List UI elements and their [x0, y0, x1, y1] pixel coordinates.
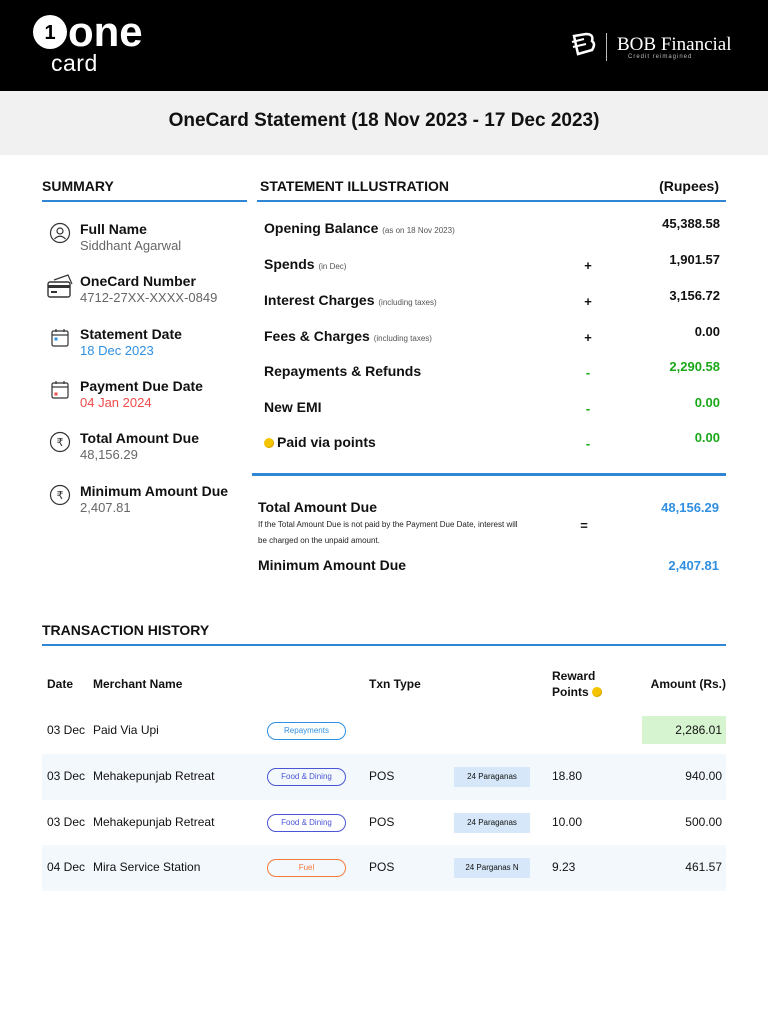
- payment-due-date-value: 04 Jan 2024: [80, 395, 152, 410]
- full-name-value: Siddhant Agarwal: [80, 238, 182, 253]
- illustration-divider: [257, 200, 726, 202]
- payment-due-date-label: Payment Due Date: [80, 378, 203, 394]
- table-row: [42, 845, 726, 891]
- minimum-amount-due-value: 2,407.81: [668, 558, 719, 573]
- onecard-logo: [32, 8, 143, 55]
- illustration-operator: -: [585, 365, 591, 380]
- illustration-value: 1,901.57: [669, 252, 720, 267]
- card-icon: [46, 273, 74, 301]
- illustration-value: 45,388.58: [662, 216, 720, 231]
- illustration-row-spends: [264, 252, 720, 276]
- full-name-label: Full Name: [80, 221, 147, 237]
- txn-type: POS: [369, 815, 395, 829]
- txn-amount: 461.57: [685, 860, 722, 874]
- column-header-amount: Amount (Rs.): [650, 677, 726, 691]
- rupee-icon: [48, 430, 72, 454]
- category-badge-food-dining: Food & Dining: [267, 814, 346, 832]
- summary-heading: SUMMARY: [42, 178, 114, 194]
- txn-merchant: Paid Via Upi: [93, 723, 159, 737]
- illustration-row-fees-charges: [264, 324, 720, 348]
- onecard-logo-subtext: card: [51, 50, 98, 76]
- transaction-history-heading: TRANSACTION HISTORY: [42, 622, 210, 638]
- header-bar: [0, 0, 768, 91]
- minimum-amount-due-label: Minimum Amount Due: [80, 483, 229, 499]
- category-badge-food-dining: Food & Dining: [267, 768, 346, 786]
- table-row: [42, 754, 726, 800]
- card-number-value: 4712-27XX-XXXX-0849: [80, 290, 218, 305]
- summary-divider: [42, 200, 247, 202]
- calendar-icon: [48, 326, 72, 350]
- illustration-operator: +: [584, 330, 592, 345]
- illustration-row-interest-charges: [264, 288, 720, 312]
- total-operator: =: [580, 518, 588, 533]
- total-amount-due-value: 48,156.29: [661, 500, 719, 515]
- txn-type: POS: [369, 860, 395, 874]
- txn-amount: 500.00: [685, 815, 722, 829]
- total-amount-due-label: Total Amount Due: [80, 430, 199, 446]
- illustration-label: Paid via points: [264, 434, 376, 450]
- bob-financial-logo: [570, 30, 730, 66]
- svg-text:one: one: [68, 8, 143, 55]
- table-row: [42, 708, 726, 754]
- txn-reward-points: 18.80: [552, 769, 583, 783]
- txn-date: 03 Dec: [47, 815, 86, 829]
- transaction-history-divider: [42, 644, 726, 646]
- illustration-label: Opening Balance (as on 18 Nov 2023): [264, 220, 455, 236]
- txn-amount: 2,286.01: [675, 723, 722, 737]
- illustration-label: Spends (in Dec): [264, 256, 347, 272]
- illustration-operator: +: [584, 294, 592, 309]
- txn-reward-points: 10.00: [552, 815, 583, 829]
- svg-text:₹: ₹: [56, 489, 64, 502]
- txn-location: 24 Parganas N: [454, 858, 530, 878]
- txn-merchant: Mehakepunjab Retreat: [93, 815, 215, 829]
- column-header-txn-type: Txn Type: [369, 677, 421, 691]
- illustration-operator: +: [584, 258, 592, 273]
- txn-location: 24 Paraganas: [454, 813, 530, 833]
- illustration-label: New EMI: [264, 399, 322, 415]
- svg-text:₹: ₹: [56, 436, 64, 449]
- txn-amount: 940.00: [685, 769, 722, 783]
- category-badge-repayments: Repayments: [267, 722, 346, 740]
- txn-date: 03 Dec: [47, 769, 86, 783]
- minimum-amount-due-label: Minimum Amount Due: [258, 557, 407, 573]
- txn-location: 24 Paraganas: [454, 767, 530, 787]
- txn-reward-points: 9.23: [552, 860, 576, 874]
- illustration-label: Repayments & Refunds: [264, 363, 422, 379]
- illustration-label: Interest Charges (including taxes): [264, 292, 437, 308]
- illustration-value: 0.00: [694, 430, 720, 445]
- user-icon: [48, 221, 72, 245]
- illustration-value: 0.00: [694, 324, 720, 339]
- minimum-amount-due-value: 2,407.81: [80, 500, 131, 515]
- category-badge-fuel: Fuel: [267, 859, 346, 877]
- bob-emblem-icon: [570, 32, 598, 62]
- illustration-row-new-emi: [264, 395, 720, 419]
- illustration-value: 0.00: [694, 395, 720, 410]
- illustration-row-repayments-refunds: [264, 359, 720, 383]
- txn-date: 04 Dec: [47, 860, 86, 874]
- statement-date-label: Statement Date: [80, 326, 182, 342]
- total-amount-due-note: If the Total Amount Due is not paid by the Payment Due Date, interest will be charged on the unpaid amount.: [258, 520, 518, 545]
- partner-tagline: Credit reimagined: [628, 54, 693, 60]
- illustration-label: Fees & Charges (including taxes): [264, 328, 432, 344]
- column-header-date: Date: [47, 677, 74, 691]
- rupee-icon: [48, 483, 72, 507]
- total-amount-due-label: Total Amount Due: [258, 499, 377, 515]
- column-header-reward-points: Reward Points: [552, 669, 605, 699]
- calendar-icon: [48, 378, 72, 402]
- svg-text:1: 1: [44, 22, 56, 44]
- statement-title-bar: [0, 91, 768, 155]
- total-amount-due-value: 48,156.29: [80, 447, 138, 462]
- txn-merchant: Mira Service Station: [93, 860, 201, 874]
- illustration-row-paid-via-points: [264, 430, 720, 454]
- txn-type: POS: [369, 769, 395, 783]
- illustration-row-opening-balance: [264, 216, 720, 240]
- column-header-merchant: Merchant Name: [93, 677, 183, 691]
- logo-divider: [606, 33, 607, 61]
- illustration-value: 3,156.72: [669, 288, 720, 303]
- txn-date: 03 Dec: [47, 723, 86, 737]
- table-row: [42, 800, 726, 846]
- illustration-heading: STATEMENT ILLUSTRATION: [260, 178, 449, 194]
- card-number-label: OneCard Number: [80, 273, 196, 289]
- total-divider: [252, 473, 726, 476]
- statement-date-value: 18 Dec 2023: [80, 343, 154, 358]
- reward-coin-icon: [592, 687, 602, 697]
- illustration-unit: (Rupees): [659, 178, 719, 194]
- partner-name: BOB Financial: [617, 34, 732, 55]
- illustration-value: 2,290.58: [669, 359, 720, 374]
- illustration-operator: -: [585, 401, 591, 416]
- illustration-operator: -: [585, 436, 591, 451]
- txn-merchant: Mehakepunjab Retreat: [93, 769, 215, 783]
- statement-title: OneCard Statement (18 Nov 2023 - 17 Dec 2023): [168, 110, 600, 131]
- reward-coin-icon: [264, 438, 274, 448]
